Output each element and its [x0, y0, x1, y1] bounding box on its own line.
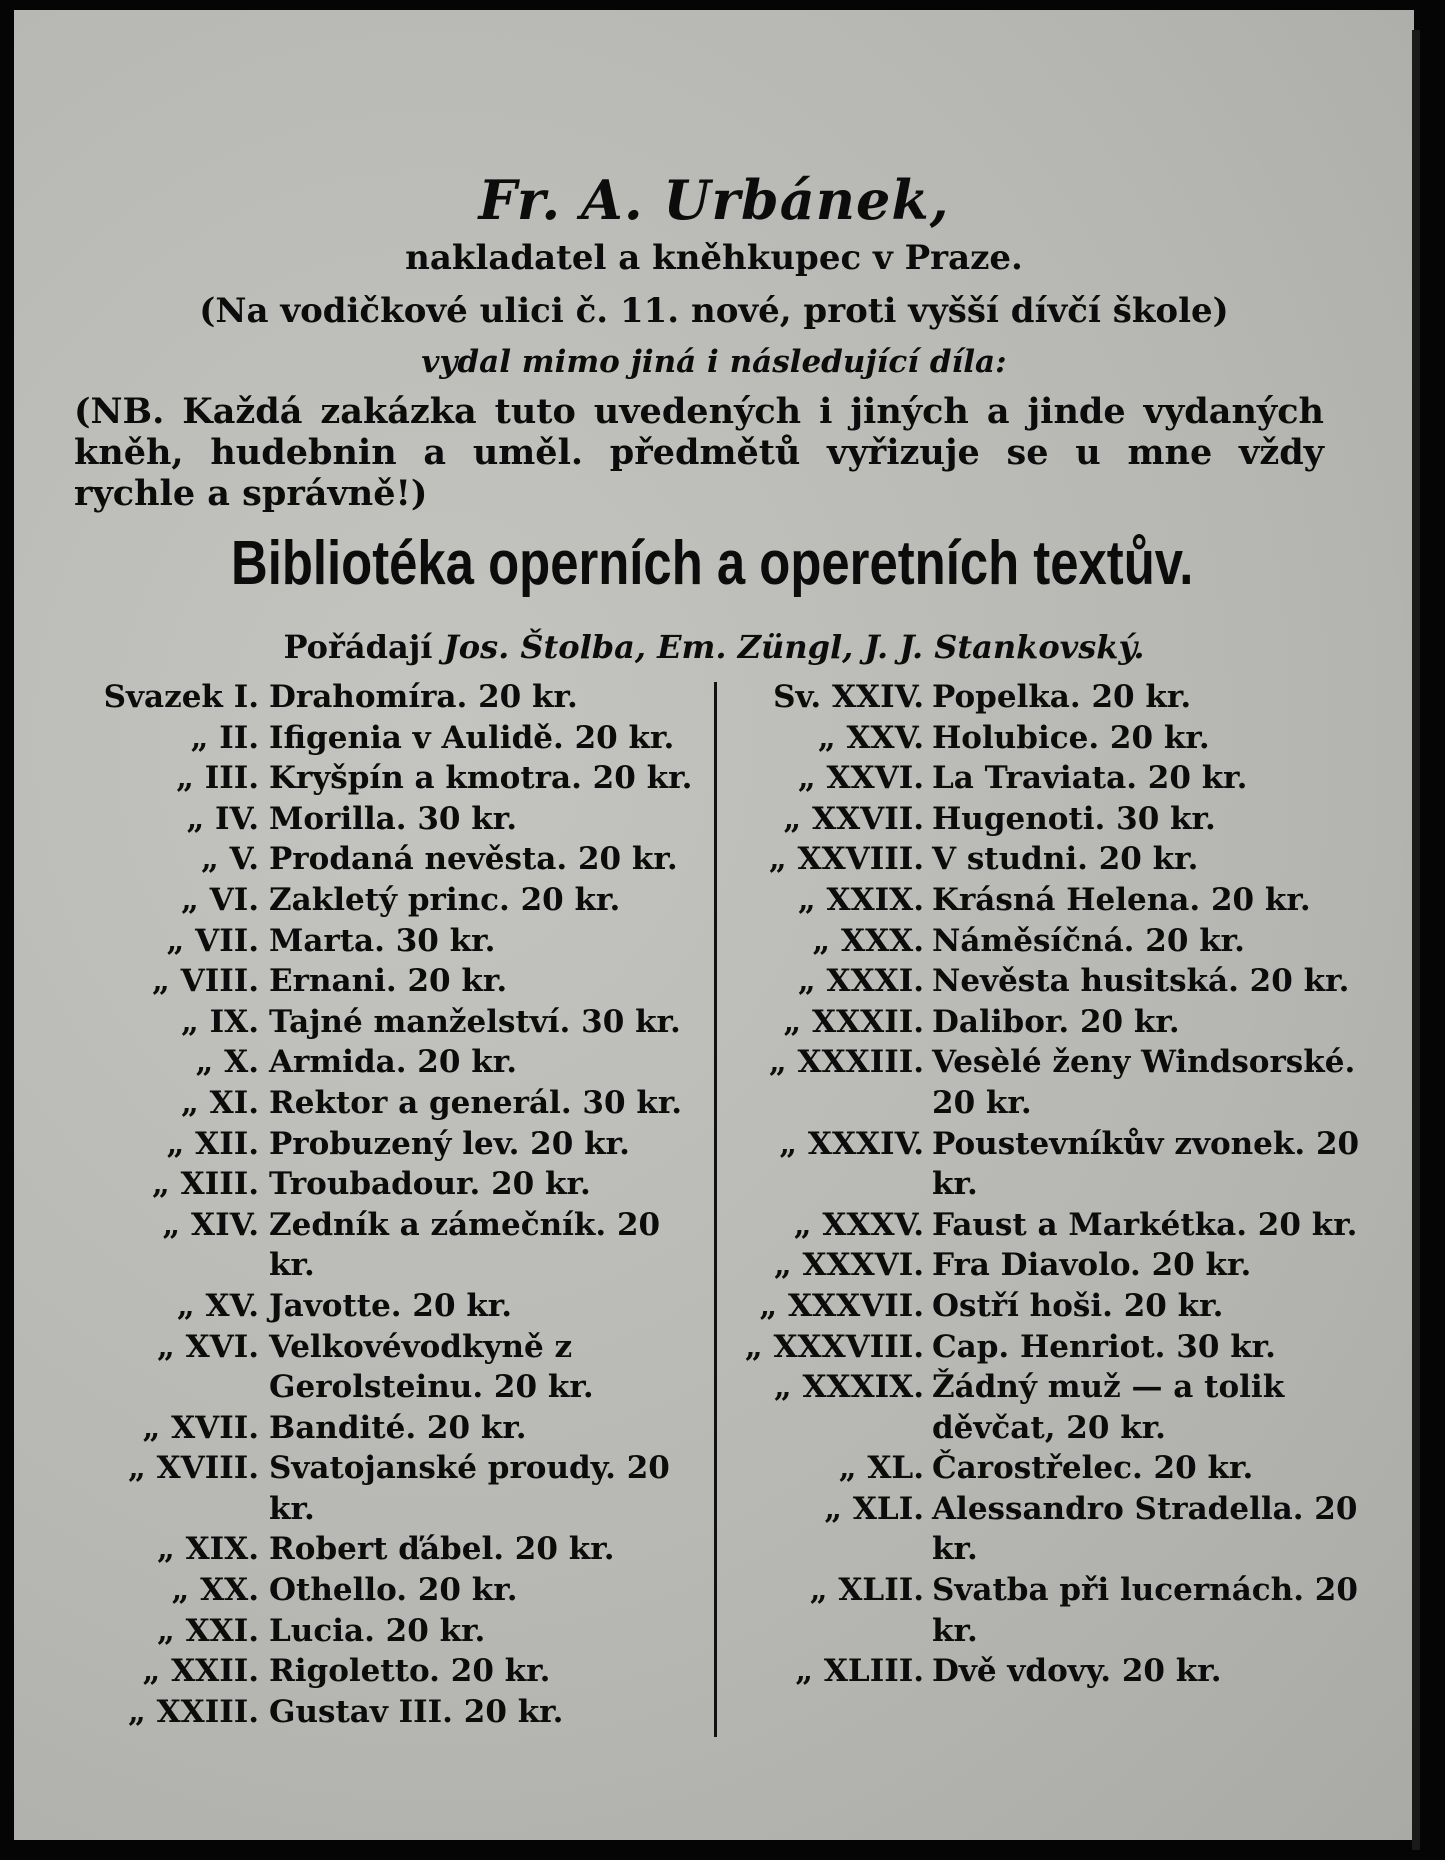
volume-number: „ X.: [195, 1044, 259, 1081]
volume-entry: [74, 677, 704, 718]
volume-number: „ XXVII.: [783, 800, 924, 837]
volumes-left-column: [74, 677, 704, 1732]
volume-entry: [739, 1286, 1369, 1327]
volume-entry: [739, 839, 1369, 880]
volume-title: Prodaná nevěsta. 20 kr.: [269, 841, 678, 878]
editors-line: [14, 628, 1414, 666]
volume-title: Alessandro Stradella. 20 kr.: [932, 1490, 1358, 1568]
volume-title: Probuzený lev. 20 kr.: [269, 1125, 630, 1162]
volume-entry: [739, 1245, 1369, 1286]
volume-title: Troubadour. 20 kr.: [269, 1166, 591, 1203]
volume-entry: [74, 1042, 704, 1083]
volume-title: Othello. 20 kr.: [269, 1572, 518, 1609]
volume-title: Lucia. 20 kr.: [269, 1612, 486, 1649]
volume-number: „ XI.: [181, 1084, 259, 1121]
publisher-name: Fr. A. Urbánek,: [478, 168, 950, 232]
volume-entry: [739, 1042, 1369, 1123]
page-edge-rule: [1412, 30, 1420, 1850]
volume-number: „ VII.: [166, 922, 259, 959]
volume-entry: [74, 758, 704, 799]
volume-number: „ XV.: [176, 1287, 259, 1324]
volume-title: Hugenoti. 30 kr.: [932, 800, 1216, 837]
column-divider: [714, 682, 717, 1737]
volume-entry: [74, 1692, 704, 1733]
publisher-role: nakladatel a kněhkupec v Praze.: [405, 238, 1023, 278]
volume-entry: [74, 1611, 704, 1652]
volume-title: Vesèlé ženy Windsorské. 20 kr.: [932, 1044, 1356, 1121]
volume-number: „ XIII.: [152, 1166, 259, 1203]
volume-title: Bandité. 20 kr.: [269, 1409, 527, 1446]
volume-title: Ostří hoši. 20 kr.: [932, 1287, 1224, 1324]
volume-entry: [74, 880, 704, 921]
volume-number: „ XXIX.: [797, 881, 924, 918]
volume-number: „ XII.: [166, 1125, 259, 1162]
volume-entry: [739, 880, 1369, 921]
volume-title: Rektor a generál. 30 kr.: [269, 1084, 683, 1121]
volume-title: V studni. 20 kr.: [932, 841, 1199, 878]
library-title: Bibliotéka operních a operetních textův.: [231, 529, 1194, 598]
volume-number: Sv. XXIV.: [773, 679, 924, 715]
volume-entry: [739, 758, 1369, 799]
volume-entry: [739, 1448, 1369, 1489]
volume-number: „ III.: [176, 760, 259, 797]
volume-entry: [739, 718, 1369, 759]
volume-title: Velkovévodkyně z Gerolsteinu. 20 kr.: [269, 1328, 594, 1406]
volume-entry: [74, 1529, 704, 1570]
volume-number: „ XXVIII.: [768, 841, 924, 878]
volume-title: Ernani. 20 kr.: [269, 963, 508, 1000]
volume-title: Svatba při lucernách. 20 kr.: [932, 1572, 1358, 1649]
editors-label: Pořádají: [283, 628, 433, 666]
volume-number: „ XL.: [838, 1450, 924, 1487]
volume-number: „ XXXVIII.: [744, 1328, 924, 1365]
volume-title: Cap. Henriot. 30 kr.: [932, 1328, 1276, 1365]
volume-entry: [74, 718, 704, 759]
volume-title: Javotte. 20 kr.: [269, 1287, 513, 1324]
volume-title: Gustav III. 20 kr.: [269, 1693, 564, 1730]
volume-number: „ XXII.: [142, 1653, 259, 1690]
volume-title: Kryšpín a kmotra. 20 kr.: [269, 760, 693, 797]
volume-entry: [74, 1205, 704, 1286]
volume-title: Fra Diavolo. 20 kr.: [932, 1247, 1252, 1284]
volume-title: Faust a Markétka. 20 kr.: [932, 1206, 1358, 1243]
volume-number: „ XXXVI.: [773, 1247, 924, 1284]
catalog-page: [14, 10, 1414, 1840]
volume-entry: [739, 961, 1369, 1002]
volume-title: Tajné manželství. 30 kr.: [269, 1003, 681, 1040]
volume-number: „ XXXIV.: [779, 1125, 924, 1162]
volume-number: „ IV.: [186, 800, 259, 837]
volume-entry: [739, 1327, 1369, 1368]
volume-title: Rigoletto. 20 kr.: [269, 1653, 551, 1690]
volume-number: „ V.: [200, 841, 259, 878]
volume-number: „ XLIII.: [795, 1653, 924, 1690]
volume-number: „ XLII.: [809, 1572, 924, 1609]
volume-title: Zakletý princ. 20 kr.: [269, 881, 621, 918]
volume-entry: [74, 1286, 704, 1327]
volume-entry: [739, 1570, 1369, 1651]
volume-entry: [74, 1002, 704, 1043]
volumes-right-column: [739, 677, 1369, 1692]
volume-entry: [739, 1124, 1369, 1205]
volume-entry: [739, 1002, 1369, 1043]
volume-number: „ IX.: [181, 1003, 259, 1040]
volume-entry: [74, 1448, 704, 1529]
volume-title: Robert ďábel. 20 kr.: [269, 1531, 615, 1568]
volume-title: Svatojanské proudy. 20 kr.: [269, 1450, 670, 1527]
volume-entry: [739, 1489, 1369, 1570]
volume-number: „ II.: [190, 719, 259, 756]
volume-title: Dvě vdovy. 20 kr.: [932, 1653, 1222, 1690]
volume-entry: [74, 1570, 704, 1611]
volume-number: „ XXXIX.: [773, 1369, 924, 1406]
volume-number: „ XXV.: [817, 719, 924, 756]
volume-title: Náměsíčná. 20 kr.: [932, 922, 1245, 959]
volume-entry: [74, 1124, 704, 1165]
volume-number: „ VI.: [181, 881, 259, 918]
volume-number: „ XLI.: [824, 1490, 924, 1527]
volume-number: „ XIV.: [162, 1206, 259, 1243]
note-paragraph: (NB. Každá zakázka tuto uvedených i jiných a jinde vydaných kněh, hudebnin a uměl. předmětů vyřizuje se u mne vždy rychle a správně!): [74, 391, 1324, 514]
volume-title: Marta. 30 kr.: [269, 922, 496, 959]
volume-title: Nevěsta husitská. 20 kr.: [932, 963, 1350, 1000]
publisher-address: (Na vodičkové ulici č. 11. nové, proti vyšší dívčí škole): [199, 291, 1229, 331]
volume-number: „ XXIII.: [127, 1693, 259, 1730]
volume-entry: [739, 1205, 1369, 1246]
volume-entry: [74, 799, 704, 840]
volume-number: „ XXXII.: [783, 1003, 924, 1040]
volume-number: „ XX.: [171, 1572, 259, 1609]
volume-number: „ VIII.: [152, 963, 259, 1000]
volume-entry: [74, 1327, 704, 1408]
volume-number: „ XVIII.: [127, 1450, 259, 1487]
volume-title: Drahomíra. 20 kr.: [269, 679, 578, 715]
volume-entry: [74, 839, 704, 880]
volume-number: „ XXXI.: [797, 963, 924, 1000]
volume-entry: [74, 1083, 704, 1124]
volume-number: „ XVI.: [156, 1328, 259, 1365]
volume-entry: [74, 1408, 704, 1449]
volume-entry: [74, 961, 704, 1002]
volume-title: Popelka. 20 kr.: [932, 679, 1192, 715]
volume-entry: [74, 1651, 704, 1692]
volume-number: „ XXX.: [812, 922, 924, 959]
volume-entry: [739, 799, 1369, 840]
volume-number: „ XXI.: [156, 1612, 259, 1649]
volume-entry: [74, 921, 704, 962]
volume-entry: [739, 677, 1369, 718]
volume-title: Holubice. 20 kr.: [932, 719, 1210, 756]
volume-title: Dalibor. 20 kr.: [932, 1003, 1180, 1040]
volume-number: Svazek I.: [103, 679, 259, 715]
volume-title: Zedník a zámečník. 20 kr.: [269, 1206, 661, 1284]
publisher-issued-line: vydal mimo jiná i následující díla:: [421, 344, 1007, 380]
volume-title: Krásná Helena. 20 kr.: [932, 881, 1311, 918]
editors-names: Jos. Štolba, Em. Züngl, J. J. Stankovský.: [443, 628, 1145, 666]
volume-title: Žádný muž — a tolik děvčat, 20 kr.: [932, 1369, 1285, 1446]
volume-title: Čarostřelec. 20 kr.: [932, 1450, 1254, 1487]
volume-number: „ XXVI.: [797, 760, 924, 797]
volume-entry: [739, 1367, 1369, 1448]
volume-number: „ XIX.: [156, 1531, 259, 1568]
volume-entry: [739, 921, 1369, 962]
volume-title: Morilla. 30 kr.: [269, 800, 518, 837]
volume-entry: [74, 1164, 704, 1205]
volume-number: „ XXXVII.: [759, 1287, 924, 1324]
volume-title: Poustevníkův zvonek. 20 kr.: [932, 1125, 1360, 1203]
volume-title: Ifigenia v Aulidě. 20 kr.: [269, 719, 675, 756]
volume-number: „ XXXIII.: [768, 1044, 924, 1081]
volume-title: Armida. 20 kr.: [269, 1044, 517, 1081]
volume-number: „ XVII.: [142, 1409, 259, 1446]
volume-entry: [739, 1651, 1369, 1692]
volume-number: „ XXXV.: [793, 1206, 924, 1243]
volume-title: La Traviata. 20 kr.: [932, 760, 1248, 797]
